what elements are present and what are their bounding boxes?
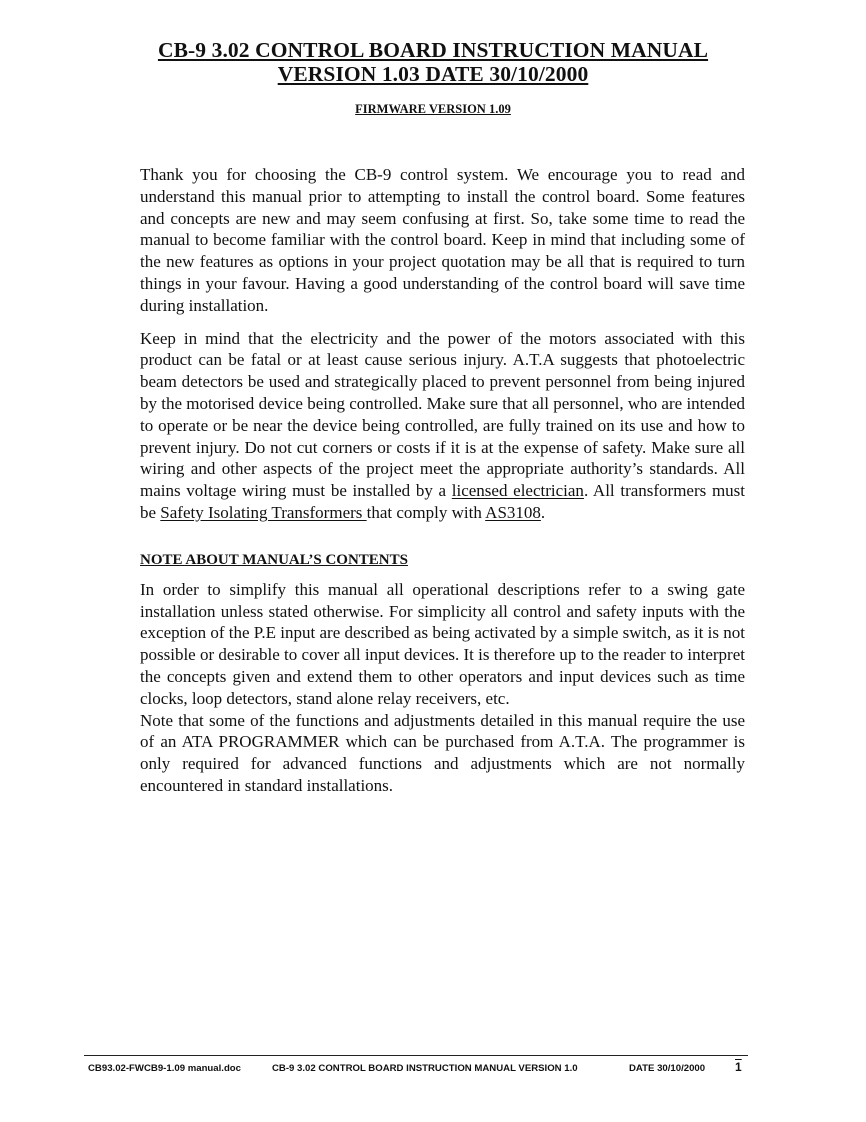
- intro-paragraph-1: Thank you for choosing the CB-9 control system. We encourage you to read and understand this manual prior to attempting to install the control board. Some features and concepts are new and may seem confusing at first. So, take some time to read the manual to become familiar with the control board. Keep in mind that including some of the new features as options in your project quotation may be all that is required to turn things in your favour. Having a good understanding of the control board will save time during installation.: [140, 165, 745, 315]
- licensed-electrician-link[interactable]: licensed electrician: [451, 481, 584, 501]
- footer-manual-title: CB-9 3.02 CONTROL BOARD INSTRUCTION MANUAL VERSION 1.0: [272, 1063, 578, 1074]
- title-line-1: CB-9 3.02 CONTROL BOARD INSTRUCTION MANUAL: [157, 38, 709, 62]
- section-heading-manual-contents: NOTE ABOUT MANUAL’S CONTENTS: [140, 551, 408, 568]
- page-number: 1: [735, 1060, 742, 1074]
- safety-text-1: Keep in mind that the electricity and the power of the motors associated with this product can be fatal or at least cause serious injury. A.T.A suggests that photoelectric beam detectors be used and strategically placed to prevent personnel from being injured by the motorised device being controlled. Make sure that all personnel, who are intended to operate or be near the device being controlled, are fully trained on its use and how to prevent injury. Do not cut corners or costs if it is at the expense of safety. Make sure all wiring and other aspects of the project meet the appropriate authority’s standards. All mains voltage wiring must be installed by a: [140, 328, 745, 501]
- firmware-version: FIRMWARE VERSION 1.09: [355, 102, 511, 116]
- document-title: [0, 38, 866, 86]
- safety-transformers-link[interactable]: Safety Isolating Transformers: [160, 502, 367, 522]
- safety-text-3: that comply with: [366, 502, 486, 522]
- as3108-link[interactable]: AS3108: [485, 502, 541, 522]
- intro-paragraph-2: [140, 328, 745, 524]
- footer-divider: [84, 1055, 748, 1056]
- safety-text-2: . All transformers must be: [140, 481, 746, 522]
- note-paragraph-1: In order to simplify this manual all operational descriptions refer to a swing gate installation unless stated otherwise. For simplicity all control and safety inputs with the exception of the P.E input are described as being activated by a simple switch, as it is not possible or desirable to cover all input devices. It is therefore up to the reader to interpret the concepts given and extend them to other operators and input devices such as time clocks, loop detectors, stand alone relay receivers, etc.: [140, 579, 745, 708]
- footer-filename: CB93.02-FWCB9-1.09 manual.doc: [88, 1063, 242, 1074]
- note-paragraph-2: Note that some of the functions and adjustments detailed in this manual require the use of an ATA PROGRAMMER which can be purchased from A.T.A. The programmer is only required for advanced functions and adjustments which are not normally encountered in standard installations.: [140, 710, 745, 795]
- document-body: [140, 164, 745, 797]
- title-line-2: VERSION 1.03 DATE 30/10/2000: [277, 62, 589, 86]
- footer-date: DATE 30/10/2000: [629, 1063, 706, 1074]
- safety-text-4: .: [540, 502, 546, 522]
